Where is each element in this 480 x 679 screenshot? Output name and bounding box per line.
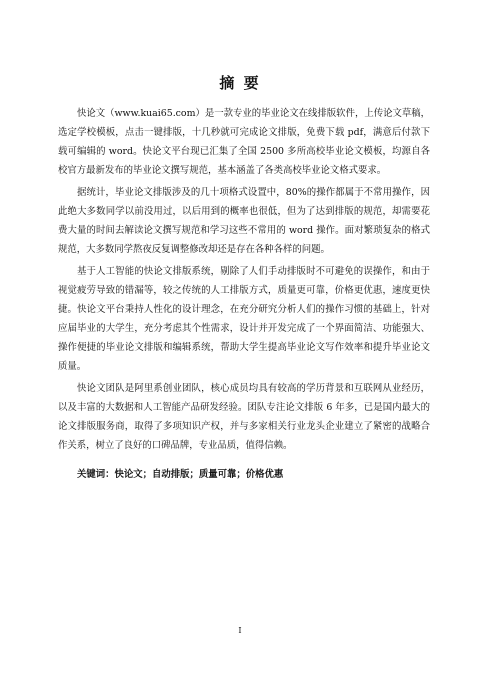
abstract-body — [58, 104, 430, 484]
page-number: I — [238, 626, 242, 635]
abstract-paragraph-2: 据统计，毕业论文排版涉及的几十项格式设置中，80%的操作都属于不常用操作，因此绝大多数同学以前没用过，以后用到的概率也很低，但为了达到排版的规范，却需要花费大量的时间去解读论文撰写规范和学习这些不常用的 word 操作。面对繁琐复杂的格式规范，大多数同学熬夜反复调整修改却还是存在各种各样的问题。 — [58, 187, 430, 255]
abstract-title: 摘 要 — [219, 74, 261, 92]
abstract-paragraph-1: 快论文（www.kuai65.com）是一款专业的毕业论文在线排版软件，上传论文草稿，选定学校模板，点击一键排版，十几秒就可完成论文排版，免费下载 pdf，满意后付款下载可编辑的 word。快论文平台现已汇集了全国 2500 多所高校毕业论文模板，均源自各校官方最新发布的毕业论文撰写规范，基本涵盖了各类高校毕业论文格式要求。 — [58, 108, 430, 176]
abstract-paragraph-4: 快论文团队是阿里系创业团队，核心成员均具有较高的学历背景和互联网从业经历，以及丰富的大数据和人工智能产品研发经验。团队专注论文排版 6 年多，已是国内最大的论文排版服务商，取得了多项知识产权，并与多家相关行业龙头企业建立了紧密的战略合作关系，树立了良好的口碑品牌，专业品质，值得信赖。 — [58, 383, 430, 451]
keywords-line: 关键词：快论文；自动排版；质量可靠；价格优惠 — [77, 469, 284, 480]
abstract-paragraph-3: 基于人工智能的快论文排版系统，剔除了人们手动排版时不可避免的误操作，和由于视觉疲劳导致的错漏等，较之传统的人工排版方式，质量更可靠，价格更优惠，速度更快捷。快论文平台秉持人性化的设计理念，在充分研究分析人们的操作习惯的基础上，针对应届毕业的大学生，充分考虑其个性需求，设计并开发完成了一个界面简洁、功能强大、操作便捷的毕业论文排版和编辑系统，帮助大学生提高毕业论文写作效率和提升毕业论文质量。 — [58, 266, 430, 372]
